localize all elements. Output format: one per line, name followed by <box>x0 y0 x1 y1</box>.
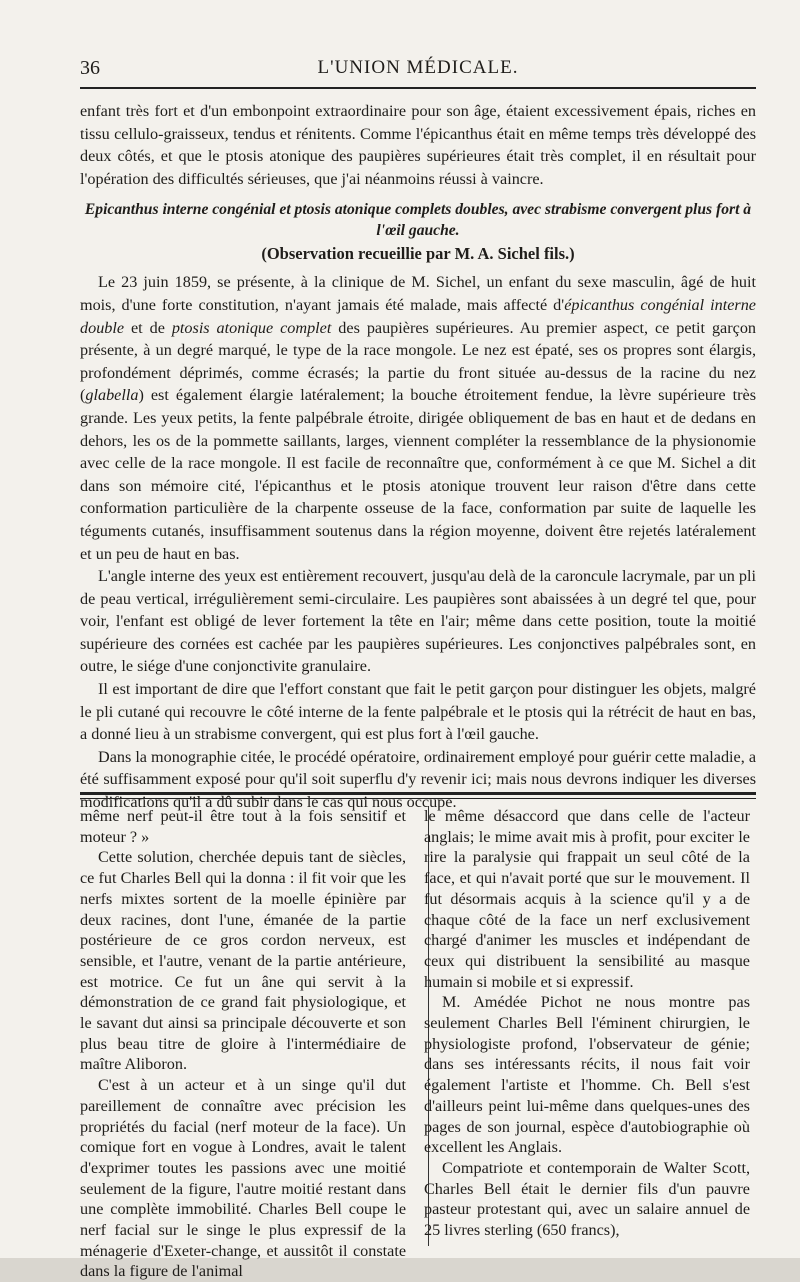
right-paragraph-1: le même désaccord que dans celle de l'acteur anglais; le mime avait mis à profit, pour exciter le rire la paralysie qui frappait un seul côté de la face, et qui n'avait porté que sur le mouvement. Il fut désormais acquis à la science qu'il y a de chaque côté de la face un nerf exclusivement chargé d'animer les muscles et indépendant de ceux qui distribuent la sensibilité au masque humain si mobile et si expressif. <box>424 807 750 991</box>
right-paragraph-2: M. Amédée Pichot ne nous montre pas seulement Charles Bell l'éminent chirurgien, le physiologiste profond, l'observateur de génie; dans ses intéressants récits, il nous fait voir également l'artiste et l'homme. Ch. Bell s'est d'ailleurs peint lui-même dans quelques-unes des pages de son journal, espèce d'autobiographie où excellent les Anglais. <box>424 993 750 1157</box>
observation-credit: (Observation recueillie par M. A. Sichel fils.) <box>261 244 575 264</box>
left-paragraph-2: Cette solution, cherchée depuis tant de siècles, ce fut Charles Bell qui la donna : il fit voir que les nerfs mixtes sortent de la moelle épinière par deux racines, dont l'une, émanée de la partie postérieure de ce gros cordon nerveux, est sensible, et l'autre, venant de la partie antérieure, est motrice. Ce fut un âne qui servit à la démonstration de ce grand fait physiologique, et le savant dut ainsi sa principale découverte et son plus beau titre de gloire à l'intermédiaire de maître Aliboron. <box>80 848 406 1074</box>
feuilleton-divider <box>80 792 756 799</box>
page-number: 36 <box>80 57 100 79</box>
p2-italic-2: ptosis atonique complet <box>171 318 332 337</box>
paragraph-5: Dans la monographie citée, le procédé opératoire, ordinairement employé pour guérir cette maladie, a été suffisamment exposé pour qu'il soit superflu d'y revenir ici; mais nous devrons indiquer les diverses modifications qu'il a dû subir dans le cas qui nous occupe. <box>80 747 757 812</box>
p2-italic-3: glabella <box>85 386 139 405</box>
paragraph-2 <box>80 271 756 565</box>
left-paragraph-3: C'est à un acteur et à un singe qu'il dut pareillement de connaître avec précision les propriétés du facial (nerf moteur de la face). Un comique fort en vogue à Londres, avait le talent d'exprimer toutes les passions avec une moitié seulement de la figure, l'autre moitié restant dans une complète immobilité. Charles Bell coupe le nerf facial sur le singe le plus expressif de la ménagerie d'Exeter-change, et aussitôt il constate dans la figure de l'animal <box>80 1076 406 1281</box>
p2-text-b: et de <box>124 318 172 337</box>
p2-italic-1: épicanthus congénial interne double <box>80 295 756 337</box>
paragraph-1: enfant très fort et d'un embonpoint extraordinaire pour son âge, étaient excessivement épais, riches en tissu cellulo-graisseux, tendus et rénitents. Comme l'épicanthus était en même temps très développé des deux côtés, et que le ptosis atonique des paupières supérieures était très complet, il en résultait pour l'opération des difficultés sérieuses, que j'ai néanmoins réussi à vaincre. <box>80 102 756 188</box>
p2-text-a: Le 23 juin 1859, se présente, à la clinique de M. Sichel, un enfant du sexe masculin, âgé de huit mois, d'une forte constitution, n'ayant jamais été malade, mais affecté d' <box>80 273 756 314</box>
header-rule <box>80 87 756 89</box>
paragraph-4: Il est important de dire que l'effort constant que fait le petit garçon pour distinguer les objets, malgré le pli cutané qui recouvre le côté interne de la fente palpébrale et le ptosis qui la rétrécit de haut en bas, a donné lieu à un strabisme convergent, qui est plus fort à l'œil gauche. <box>80 680 756 744</box>
right-column <box>424 806 750 1282</box>
p2-text-c: des paupières supérieures. Au premier aspect, ce petit garçon présente, à un degré marqué, le type de la race mongole. Le nez est épaté, ses os propres sont élargis, profondément déprimés, comme écrasés; la partie du front située au-dessus de la racine du nez ( <box>80 318 757 405</box>
divider-thin-rule <box>80 798 756 799</box>
divider-thick-rule <box>80 792 756 795</box>
article-body <box>80 100 756 814</box>
page-header <box>80 55 756 91</box>
p2-text-d: ) est également élargie latéralement; la bouche étroitement fendue, la lèvre supérieure très grande. Les yeux petits, la fente palpébrale étroite, dirigée obliquement de bas en haut et de dedans en dehors, les os de la pommette saillants, larges, viennent compléter la ressemblance de la physionomie avec celle de la race mongole. Il est facile de reconnaître que, conformément à ce que M. Sichel a dit dans son mémoire cité, l'épicanthus et le ptosis atonique trouvent leur raison d'être dans cette conformation particulière de la charpente osseuse de la face, conformation par suite de laquelle les téguments cutanés, insuffisamment soutenus dans la région moyenne, doivent être rejetés latéralement et un peu de haut en bas. <box>80 386 756 563</box>
left-column <box>80 806 406 1282</box>
paragraph-3: L'angle interne des yeux est entièrement recouvert, jusqu'au delà de la caroncule lacrymale, par un pli de peau vertical, irrégulièrement semi-circulaire. Les paupières sont abaissées à un degré tel que, pour voir, l'enfant est obligé de lever fortement la tête en l'air; même dans cette position, toute la moitié supérieure des cornées est cachée par les paupières supérieures. Les conjonctives palpébrales sont, en outre, le siége d'une conjonctivite granulaire. <box>80 567 756 676</box>
left-paragraph-1: même nerf peut-il être tout à la fois sensitif et moteur ? » <box>80 807 406 846</box>
case-title: Epicanthus interne congénial et ptosis atonique complets doubles, avec strabisme convergent plus fort à l'œil gauche. <box>84 201 752 240</box>
running-title: L'UNION MÉDICALE. <box>317 57 519 78</box>
feuilleton-columns <box>80 806 756 1282</box>
right-paragraph-3: Compatriote et contemporain de Walter Scott, Charles Bell était le dernier fils d'un pauvre pasteur protestant qui, avec un salaire annuel de 25 livres sterling (650 francs), <box>424 1158 750 1240</box>
